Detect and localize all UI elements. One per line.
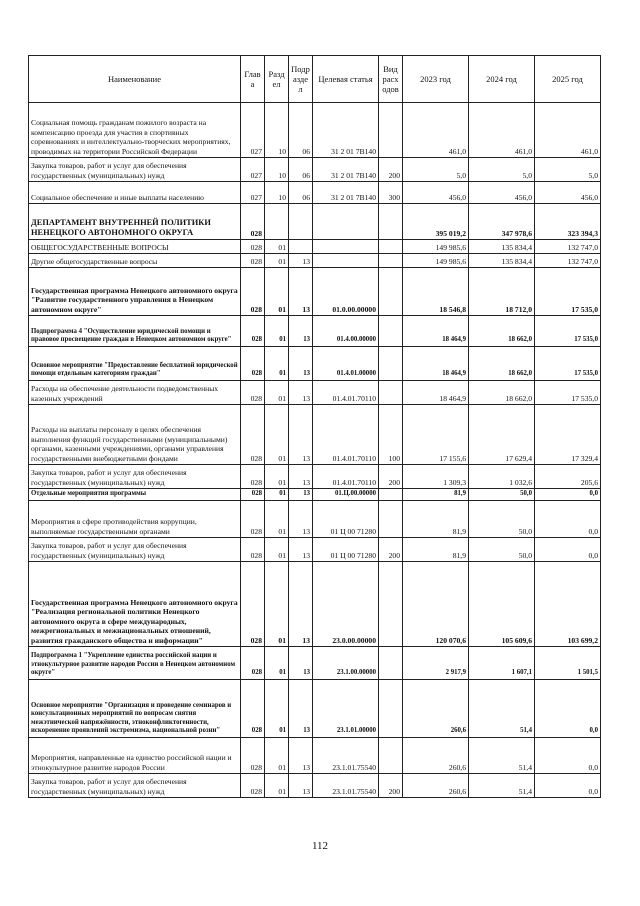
- row-name: Подпрограмма 4 "Осуществление юридической помощи и правовое просвещение граждан в Ненецком автономном округе": [29, 316, 241, 347]
- row-subsection: [289, 204, 313, 240]
- table-row: [29, 738, 601, 774]
- row-subsection: 13: [289, 489, 313, 501]
- row-target: 31 2 01 7В140: [313, 103, 379, 158]
- row-name: Закупка товаров, работ и услуг для обеспечения государственных (муниципальных) нужд: [29, 774, 241, 798]
- row-name: Отдельные мероприятия программы: [29, 489, 241, 501]
- row-name: Социальное обеспечение и иные выплаты населению: [29, 182, 241, 204]
- row-2025: 456,0: [535, 182, 601, 204]
- row-target: 01 Ц 00 71280: [313, 538, 379, 562]
- row-chapter: 028: [241, 381, 265, 405]
- header-subsection: Подр азде л: [289, 56, 313, 103]
- row-expense: [379, 738, 403, 774]
- table-row: [29, 316, 601, 347]
- table-row: [29, 254, 601, 268]
- row-chapter: 028: [241, 204, 265, 240]
- header-2024: 2024 год: [469, 56, 535, 103]
- row-chapter: 028: [241, 465, 265, 489]
- row-name: Мероприятия, направленные на единство российской нации и этнокультурное развитие народов России: [29, 738, 241, 774]
- row-2023: 395 019,2: [403, 204, 469, 240]
- budget-table: [28, 55, 601, 798]
- row-target: 01.4.00.00000: [313, 316, 379, 347]
- row-2023: 18 464,9: [403, 316, 469, 347]
- row-section: [265, 204, 289, 240]
- row-2023: 5,0: [403, 158, 469, 182]
- row-section: 01: [265, 738, 289, 774]
- table-row: [29, 158, 601, 182]
- row-subsection: 13: [289, 465, 313, 489]
- table-row: [29, 240, 601, 254]
- row-target: 01.4.01.00000: [313, 347, 379, 381]
- row-expense: 300: [379, 182, 403, 204]
- table-row: [29, 405, 601, 465]
- row-name: Мероприятия в сфере противодействия коррупции, выполняемые государственными органами: [29, 501, 241, 538]
- row-2025: 0,0: [535, 774, 601, 798]
- row-expense: [379, 501, 403, 538]
- table-row: [29, 501, 601, 538]
- row-2023: 18 464,9: [403, 347, 469, 381]
- row-expense: [379, 316, 403, 347]
- row-expense: [379, 254, 403, 268]
- row-2025: 132 747,0: [535, 254, 601, 268]
- row-subsection: 13: [289, 738, 313, 774]
- row-2024: 5,0: [469, 158, 535, 182]
- row-chapter: 028: [241, 489, 265, 501]
- row-subsection: 06: [289, 158, 313, 182]
- header-chapter: Глав а: [241, 56, 265, 103]
- row-target: 01.4.01.70110: [313, 381, 379, 405]
- row-target: 01.Ц.00.00000: [313, 489, 379, 501]
- row-name: Подпрограмма 1 "Укрепление единства российской нации и этнокультурное развитие народов России в Ненецком автономном округе": [29, 647, 241, 680]
- row-section: 01: [265, 381, 289, 405]
- row-target: 23.0.00.00000: [313, 562, 379, 647]
- row-section: 01: [265, 680, 289, 738]
- row-2025: 0,0: [535, 738, 601, 774]
- row-2025: 103 699,2: [535, 562, 601, 647]
- row-2025: 0,0: [535, 680, 601, 738]
- header-2025: 2025 год: [535, 56, 601, 103]
- row-2024: 51,4: [469, 774, 535, 798]
- row-section: 01: [265, 254, 289, 268]
- row-section: 10: [265, 103, 289, 158]
- table-row: [29, 465, 601, 489]
- row-name: Социальная помощь гражданам пожилого возраста на компенсацию проезда для участия в спортивных соревнованиях и интеллектуально-творческих мероприятиях, проводимых на территории Российской Федерации: [29, 103, 241, 158]
- table-row: [29, 268, 601, 316]
- row-2023: 81,9: [403, 538, 469, 562]
- row-subsection: 06: [289, 182, 313, 204]
- row-2024: 18 712,0: [469, 268, 535, 316]
- row-target: 01.4.01.70110: [313, 405, 379, 465]
- row-chapter: 028: [241, 774, 265, 798]
- row-expense: [379, 268, 403, 316]
- row-section: 10: [265, 182, 289, 204]
- row-2024: 51,4: [469, 738, 535, 774]
- row-expense: [379, 240, 403, 254]
- table-row: [29, 182, 601, 204]
- header-section: Разд ел: [265, 56, 289, 103]
- row-chapter: 027: [241, 182, 265, 204]
- row-section: 01: [265, 465, 289, 489]
- row-2023: 149 985,6: [403, 254, 469, 268]
- row-target: 23.1.01.00000: [313, 680, 379, 738]
- row-2024: 135 834,4: [469, 254, 535, 268]
- row-2025: 17 329,4: [535, 405, 601, 465]
- row-2023: 18 464,9: [403, 381, 469, 405]
- row-expense: [379, 562, 403, 647]
- page-number: 112: [311, 840, 329, 852]
- row-2024: 1 607,1: [469, 647, 535, 680]
- row-chapter: 027: [241, 103, 265, 158]
- row-expense: 200: [379, 538, 403, 562]
- row-chapter: 028: [241, 501, 265, 538]
- row-2024: 105 609,6: [469, 562, 535, 647]
- row-name: Расходы на обеспечение деятельности подведомственных казенных учреждений: [29, 381, 241, 405]
- row-target: 23.1.00.00000: [313, 647, 379, 680]
- row-name: Закупка товаров, работ и услуг для обеспечения государственных (муниципальных) нужд: [29, 465, 241, 489]
- row-chapter: 028: [241, 680, 265, 738]
- table-row: [29, 647, 601, 680]
- row-2023: 17 155,6: [403, 405, 469, 465]
- row-chapter: 028: [241, 240, 265, 254]
- row-section: 10: [265, 158, 289, 182]
- row-name: ОБЩЕГОСУДАРСТВЕННЫЕ ВОПРОСЫ: [29, 240, 241, 254]
- row-target: 01.0.00.00000: [313, 268, 379, 316]
- row-subsection: 13: [289, 647, 313, 680]
- row-2023: 81,9: [403, 501, 469, 538]
- budget-table-page: [28, 55, 600, 798]
- row-section: 01: [265, 501, 289, 538]
- row-expense: 200: [379, 158, 403, 182]
- row-chapter: 028: [241, 316, 265, 347]
- row-chapter: 028: [241, 647, 265, 680]
- row-chapter: 028: [241, 738, 265, 774]
- row-target: 01.4.01.70110: [313, 465, 379, 489]
- table-row: [29, 680, 601, 738]
- row-2025: 17 535,0: [535, 316, 601, 347]
- row-subsection: 13: [289, 405, 313, 465]
- row-subsection: 06: [289, 103, 313, 158]
- table-row: [29, 774, 601, 798]
- row-2023: 260,6: [403, 738, 469, 774]
- row-expense: 100: [379, 405, 403, 465]
- header-name: Наименование: [29, 56, 241, 103]
- header-target: Целевая статья: [313, 56, 379, 103]
- row-2025: 17 535,0: [535, 268, 601, 316]
- row-expense: [379, 680, 403, 738]
- row-section: 01: [265, 240, 289, 254]
- row-target: 23.1.01.75540: [313, 774, 379, 798]
- row-2025: 461,0: [535, 103, 601, 158]
- row-2024: 18 662,0: [469, 381, 535, 405]
- row-name: Другие общегосударственные вопросы: [29, 254, 241, 268]
- row-name: Основное мероприятие "Организация и проведение семинаров и консультационных мероприятий по вопросам снятия межэтнической напряжённости, этноконфликтогенности, искоренение проявлений экстремизма, национальной розни": [29, 680, 241, 738]
- row-name: Государственная программа Ненецкого автономного округа "Реализация региональной политики Ненецкого автономного округа в сфере международных, межрегиональных и межнациональных отношений, развития гражданского общества и информации": [29, 562, 241, 647]
- row-target: 31 2 01 7В140: [313, 182, 379, 204]
- row-2024: 135 834,4: [469, 240, 535, 254]
- row-name: Основное мероприятие "Предоставление бесплатной юридической помощи отдельным категориям граждан": [29, 347, 241, 381]
- row-2023: 81,9: [403, 489, 469, 501]
- row-target: 01 Ц 00 71280: [313, 501, 379, 538]
- row-section: 01: [265, 347, 289, 381]
- row-subsection: [289, 240, 313, 254]
- row-section: 01: [265, 489, 289, 501]
- row-name: Расходы на выплаты персоналу в целях обеспечения выполнения функций государственными (муниципальными) органами, казенными учреждениями, органами управления государственными внебюджетными фондами: [29, 405, 241, 465]
- row-expense: [379, 489, 403, 501]
- row-target: 23.1.01.75540: [313, 738, 379, 774]
- row-chapter: 028: [241, 562, 265, 647]
- row-2024: 1 032,6: [469, 465, 535, 489]
- row-target: [313, 254, 379, 268]
- row-2024: 51,4: [469, 680, 535, 738]
- row-name: Закупка товаров, работ и услуг для обеспечения государственных (муниципальных) нужд: [29, 158, 241, 182]
- row-chapter: 028: [241, 538, 265, 562]
- table-row: [29, 381, 601, 405]
- row-2024: 461,0: [469, 103, 535, 158]
- row-expense: [379, 103, 403, 158]
- row-target: 31 2 01 7В140: [313, 158, 379, 182]
- row-subsection: 13: [289, 268, 313, 316]
- row-target: [313, 204, 379, 240]
- table-row: [29, 103, 601, 158]
- row-chapter: 028: [241, 347, 265, 381]
- row-chapter: 028: [241, 405, 265, 465]
- row-expense: [379, 204, 403, 240]
- row-subsection: 13: [289, 316, 313, 347]
- row-subsection: 13: [289, 774, 313, 798]
- row-2025: 323 394,3: [535, 204, 601, 240]
- row-2024: 18 662,0: [469, 347, 535, 381]
- row-section: 01: [265, 316, 289, 347]
- row-2023: 149 985,6: [403, 240, 469, 254]
- row-2024: 347 978,6: [469, 204, 535, 240]
- row-2023: 456,0: [403, 182, 469, 204]
- row-2023: 1 309,3: [403, 465, 469, 489]
- row-subsection: 13: [289, 347, 313, 381]
- row-2024: 456,0: [469, 182, 535, 204]
- table-row: [29, 204, 601, 240]
- row-subsection: 13: [289, 381, 313, 405]
- header-expense: Вид расх одов: [379, 56, 403, 103]
- row-2025: 0,0: [535, 538, 601, 562]
- row-expense: [379, 647, 403, 680]
- row-section: 01: [265, 538, 289, 562]
- row-2024: 18 662,0: [469, 316, 535, 347]
- row-2024: 50,0: [469, 538, 535, 562]
- row-section: 01: [265, 562, 289, 647]
- row-subsection: 13: [289, 501, 313, 538]
- row-chapter: 028: [241, 268, 265, 316]
- row-subsection: 13: [289, 680, 313, 738]
- row-section: 01: [265, 405, 289, 465]
- row-2025: 0,0: [535, 501, 601, 538]
- row-2023: 461,0: [403, 103, 469, 158]
- row-section: 01: [265, 268, 289, 316]
- row-name: Закупка товаров, работ и услуг для обеспечения государственных (муниципальных) нужд: [29, 538, 241, 562]
- row-2025: 17 535,0: [535, 381, 601, 405]
- row-2023: 120 070,6: [403, 562, 469, 647]
- row-2024: 17 629,4: [469, 405, 535, 465]
- row-2025: 1 501,5: [535, 647, 601, 680]
- row-expense: [379, 347, 403, 381]
- row-section: 01: [265, 647, 289, 680]
- row-2024: 50,0: [469, 501, 535, 538]
- row-chapter: 028: [241, 254, 265, 268]
- table-row: [29, 489, 601, 501]
- row-subsection: 13: [289, 538, 313, 562]
- table-row: [29, 538, 601, 562]
- row-2023: 260,6: [403, 680, 469, 738]
- row-2025: 5,0: [535, 158, 601, 182]
- row-expense: 200: [379, 465, 403, 489]
- row-expense: 200: [379, 774, 403, 798]
- row-2025: 205,6: [535, 465, 601, 489]
- row-subsection: 13: [289, 254, 313, 268]
- row-chapter: 027: [241, 158, 265, 182]
- row-2023: 18 546,8: [403, 268, 469, 316]
- table-header-row: [29, 56, 601, 103]
- row-2023: 260,6: [403, 774, 469, 798]
- row-2025: 0,0: [535, 489, 601, 501]
- row-expense: [379, 381, 403, 405]
- row-2023: 2 917,9: [403, 647, 469, 680]
- row-name: Государственная программа Ненецкого автономного округа "Развитие государственного управления в Ненецком автономном округе": [29, 268, 241, 316]
- table-row: [29, 347, 601, 381]
- row-name: ДЕПАРТАМЕНТ ВНУТРЕННЕЙ ПОЛИТИКИ НЕНЕЦКОГО АВТОНОМНОГО ОКРУГА: [29, 204, 241, 240]
- table-row: [29, 562, 601, 647]
- row-subsection: 13: [289, 562, 313, 647]
- row-section: 01: [265, 774, 289, 798]
- row-target: [313, 240, 379, 254]
- row-2024: 50,0: [469, 489, 535, 501]
- row-2025: 17 535,0: [535, 347, 601, 381]
- header-2023: 2023 год: [403, 56, 469, 103]
- row-2025: 132 747,0: [535, 240, 601, 254]
